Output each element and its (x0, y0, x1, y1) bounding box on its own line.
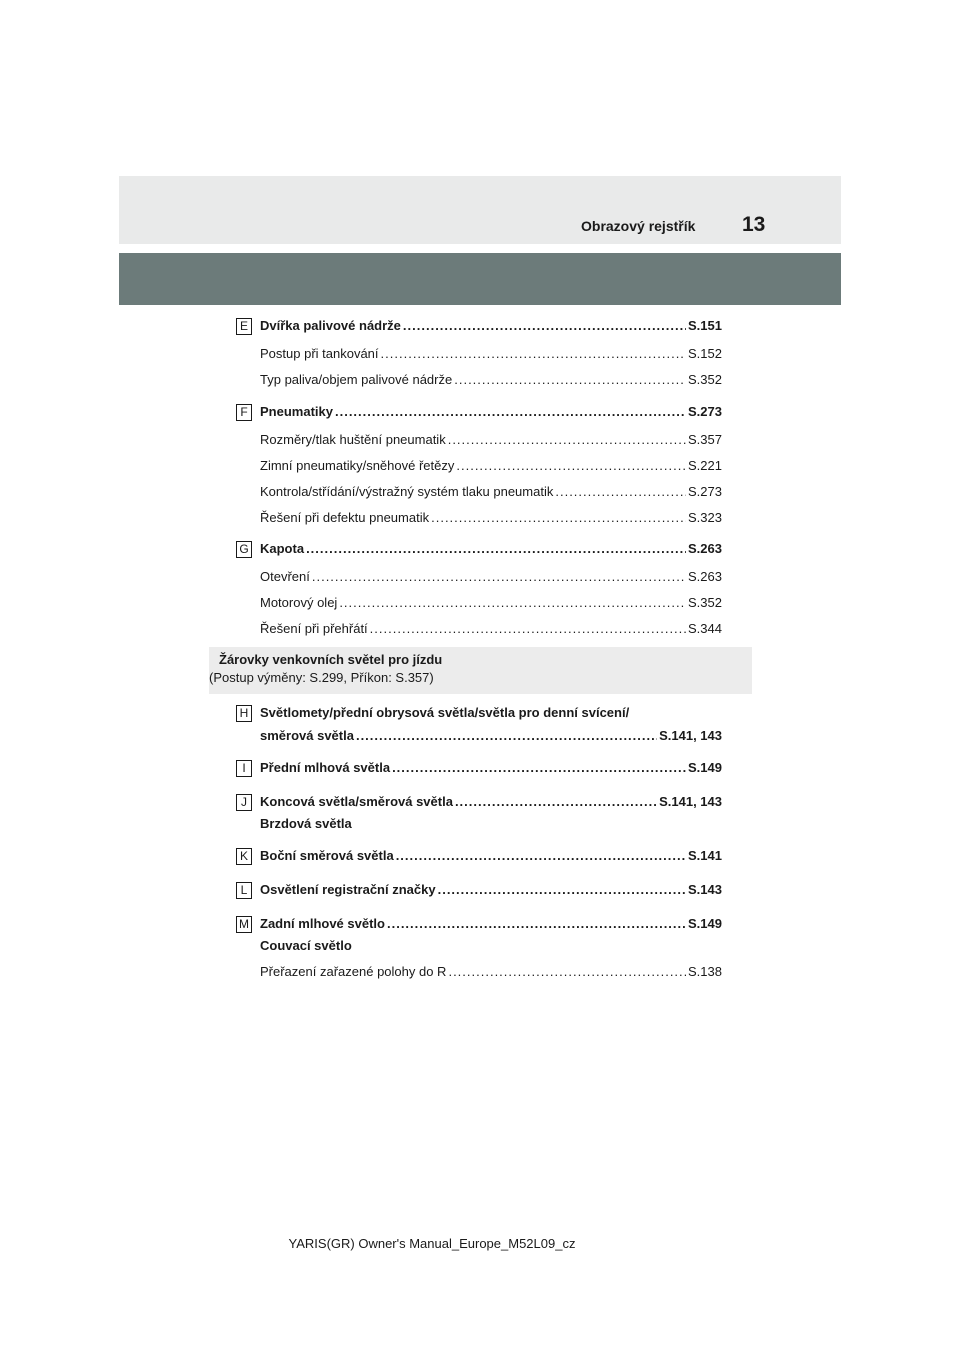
entry-label: Koncová světla/směrová světla (260, 794, 453, 809)
dot-leader (438, 881, 686, 899)
index-entry (260, 345, 722, 363)
index-entry (260, 759, 722, 777)
dot-leader (431, 509, 686, 527)
page-ref[interactable]: S.344 (688, 621, 722, 636)
page-ref[interactable]: S.149 (688, 916, 722, 931)
index-entry (260, 793, 722, 811)
dot-leader (455, 793, 657, 811)
dot-leader (403, 317, 686, 335)
index-entry-line: Couvací světlo (260, 938, 352, 953)
section-letter-m: M (236, 916, 252, 933)
index-entry (260, 568, 722, 586)
index-entry (260, 594, 722, 612)
dot-leader (381, 345, 686, 363)
entry-label: Řešení při přehřátí (260, 621, 368, 636)
footer-text: YARIS(GR) Owner's Manual_Europe_M52L09_cz (288, 1236, 576, 1251)
page-ref[interactable]: S.263 (688, 541, 722, 556)
page-title: Obrazový rejstřík (581, 218, 696, 234)
dot-leader (454, 371, 686, 389)
page-ref[interactable]: S.352 (688, 372, 722, 387)
header-band (119, 176, 841, 244)
page-ref[interactable]: S.263 (688, 569, 722, 584)
entry-label: Kontrola/střídání/výstražný systém tlaku pneumatik (260, 484, 554, 499)
page-ref[interactable]: S.221 (688, 458, 722, 473)
index-entry-line: Brzdová světla (260, 816, 352, 831)
index-entry (260, 317, 722, 335)
page-ref[interactable]: S.143 (688, 882, 722, 897)
entry-label: Řešení při defektu pneumatik (260, 510, 430, 525)
page-ref[interactable]: S.152 (688, 346, 722, 361)
section-letter-i: I (236, 760, 252, 777)
index-entry (260, 403, 722, 421)
index-entry (260, 431, 722, 449)
page-ref[interactable]: S.138 (688, 964, 722, 979)
section-letter-g: G (236, 541, 252, 558)
dot-leader (387, 915, 686, 933)
index-entry (260, 963, 722, 981)
index-entry-line: Světlomety/přední obrysová světla/světla pro denní svícení/ (260, 705, 630, 720)
page-ref[interactable]: S.151 (688, 318, 722, 333)
entry-label: Otevření (260, 569, 310, 584)
entry-label: Zadní mlhové světlo (260, 916, 385, 931)
section-letter-l: L (236, 882, 252, 899)
section-letter-f: F (236, 404, 252, 421)
entry-label: Typ paliva/objem palivové nádrže (260, 372, 453, 387)
entry-label: Dvířka palivové nádrže (260, 318, 401, 333)
dot-leader (306, 540, 686, 558)
index-entry (260, 540, 722, 558)
section-band (119, 253, 841, 305)
entry-label: Pneumatiky (260, 404, 333, 419)
dot-leader (312, 568, 686, 586)
entry-label: Rozměry/tlak huštění pneumatik (260, 432, 446, 447)
page-ref[interactable]: S.141 (688, 848, 722, 863)
note-subtitle: (Postup výměny: S.299, Příkon: S.357) (209, 670, 434, 685)
entry-label: Zimní pneumatiky/sněhové řetězy (260, 458, 455, 473)
entry-label: Motorový olej (260, 595, 338, 610)
entry-label: Osvětlení registrační značky (260, 882, 436, 897)
dot-leader (448, 431, 686, 449)
index-entry (260, 620, 722, 638)
dot-leader (555, 483, 686, 501)
index-entry (260, 847, 722, 865)
dot-leader (339, 594, 686, 612)
page-ref[interactable]: S.357 (688, 432, 722, 447)
page-ref[interactable]: S.323 (688, 510, 722, 525)
page-ref[interactable]: S.149 (688, 760, 722, 775)
page-ref[interactable]: S.352 (688, 595, 722, 610)
index-entry (260, 915, 722, 933)
page-ref[interactable]: S.273 (688, 484, 722, 499)
page-ref[interactable]: S.141, 143 (659, 728, 722, 743)
dot-leader (335, 403, 686, 421)
footer (0, 1236, 960, 1251)
entry-label: Kapota (260, 541, 305, 556)
index-entry (260, 371, 722, 389)
entry-label: směrová světla (260, 728, 354, 743)
entry-label: Přední mlhová světla (260, 760, 391, 775)
note-title: Žárovky venkovních světel pro jízdu (219, 652, 443, 667)
index-entry (260, 483, 722, 501)
page-number: 13 (742, 213, 766, 236)
dot-leader (448, 963, 686, 981)
dot-leader (456, 457, 686, 475)
section-letter-j: J (236, 794, 252, 811)
entry-label: Přeřazení zařazené polohy do R (260, 964, 447, 979)
section-letter-h: H (236, 705, 252, 722)
entry-label: Boční směrová světla (260, 848, 394, 863)
page-ref[interactable]: S.273 (688, 404, 722, 419)
dot-leader (370, 620, 686, 638)
section-letter-e: E (236, 318, 252, 335)
page-ref[interactable]: S.141, 143 (659, 794, 722, 809)
index-entry (260, 509, 722, 527)
dot-leader (392, 759, 686, 777)
section-letter-k: K (236, 848, 252, 865)
dot-leader (396, 847, 686, 865)
dot-leader (356, 727, 657, 745)
index-entry (260, 457, 722, 475)
entry-label: Postup při tankování (260, 346, 379, 361)
index-entry (260, 727, 722, 745)
index-entry (260, 881, 722, 899)
